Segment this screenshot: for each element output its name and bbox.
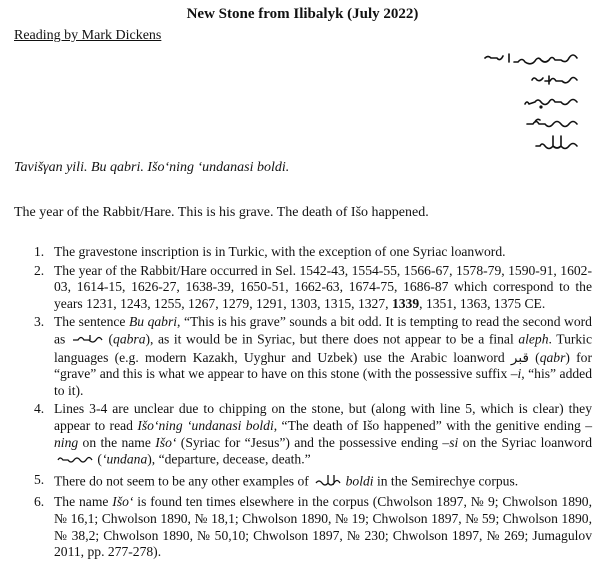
note-5 — [14, 472, 592, 493]
note-text: ), “departure, decease, death.” — [147, 451, 311, 467]
note-text: , 1351, 1363, 1375 CE. — [419, 295, 546, 311]
note-text: (Syriac for “Jesus”) and the possessive ending — [176, 434, 443, 450]
term: Išo‘ — [155, 434, 177, 450]
note-text: on the name — [78, 434, 156, 450]
note-text: The year of the Rabbit/Hare occurred in Sel. 1542-43, 1554-55, 1566-67, 1578-79, 1590-91, 1602-03, 1614-15, 1626-27, 1638-39, 1650-51, 1662-63, 1674-75, 1686-87 which correspond to the years 1231, 1243, 1255, 1267, 1279, 1291, 1303, 1315, 1327, — [54, 262, 592, 311]
term: –si — [442, 434, 459, 450]
note-text: , “The death of Išo happened” with the genitive ending — [273, 417, 586, 433]
note-text: ) for “grave” and this is what we appear to have on this stone (with the possessive suffix — [54, 349, 592, 382]
note-text: The name — [54, 494, 113, 510]
term: –i — [510, 366, 522, 382]
syriac-line-5 — [536, 136, 577, 149]
syriac-word-boldi — [312, 472, 342, 493]
note-number: 4. — [34, 401, 45, 417]
notes-list — [14, 244, 592, 563]
term: qabra — [113, 331, 146, 347]
term: qabr — [539, 349, 566, 365]
reading-credit: Reading by Mark Dickens — [14, 28, 162, 43]
syriac-line-2 — [532, 76, 577, 84]
term: Išo‘ning ‘undanasi boldi — [137, 417, 274, 433]
syriac-inscription-image — [437, 46, 587, 158]
translation: The year of the Rabbit/Hare. This is his grave. The death of Išo happened. — [14, 205, 429, 220]
note-number: 3. — [34, 314, 45, 330]
note-text: ( — [103, 331, 114, 347]
syriac-inscription — [437, 46, 587, 158]
note-text: . Turkic languages (e.g. modern Kazakh, Uyghur and Uzbek) use the Arabic loanword — [54, 331, 592, 365]
syriac-word-undana — [54, 451, 94, 470]
note-text: ( — [94, 451, 102, 467]
note-text: ), as it would be in Syriac, but there does not appear to be a final — [145, 331, 519, 347]
syriac-line-3 — [525, 100, 577, 108]
transliteration: Tavišγan yili. Bu qabri. Išo‘ning ‘undanasi boldi. — [14, 160, 290, 175]
note-text: is found ten times elsewhere in the corpus (Chwolson 1897, № 9; Chwolson 1890, № 16,1; Chwolson 1890, № 18,1; Chwolson 1890, № 19; Chwolson 1897, № 59; Chwolson 1890, № 38,2; Chwolson 1890, № 50,10; Chwolson 1897, № 230; Chwolson 1897, № 269; Jumagulov 2011, pp. 277-278). — [54, 494, 593, 560]
term: ‘undana — [101, 451, 148, 467]
note-text: , “This is his grave” sounds a bit odd. It is tempting to read the second word as — [54, 314, 592, 347]
note-2 — [14, 263, 592, 313]
highlighted-year: 1339 — [391, 295, 420, 311]
syriac-word-qabra — [70, 331, 104, 350]
note-text: The sentence — [54, 314, 129, 330]
term: Išo‘ — [112, 494, 134, 510]
note-number: 6. — [34, 494, 45, 510]
note-4 — [14, 401, 592, 469]
term: boldi — [345, 473, 374, 489]
note-text: in the Semirechye corpus. — [373, 473, 519, 489]
note-text: on the Syriac loanword — [458, 434, 592, 450]
note-text: The gravestone inscription is in Turkic, with the exception of one Syriac loanword. — [54, 244, 506, 259]
note-number: 1. — [34, 244, 45, 259]
note-text: Lines 3-4 are unclear due to chipping on the stone, but (along with line 5, which is clear) they appear to read — [54, 401, 592, 433]
term: Bu qabri — [128, 314, 178, 330]
note-3 — [14, 314, 592, 399]
document-title: New Stone from Ilibalyk (July 2022) — [186, 6, 419, 22]
syriac-line-4 — [527, 119, 577, 126]
note-text: , “his” added to it). — [54, 366, 592, 398]
term: aleph — [518, 331, 549, 347]
note-1 — [14, 244, 592, 261]
note-6 — [14, 494, 592, 560]
note-text: ( — [528, 349, 540, 365]
term: –ning — [54, 417, 592, 450]
note-number: 5. — [34, 471, 45, 487]
syriac-line-1 — [485, 54, 577, 64]
note-number: 2. — [34, 262, 45, 278]
arabic-word: قبر — [510, 349, 529, 365]
note-text: There do not seem to be any other examples of — [54, 473, 313, 489]
